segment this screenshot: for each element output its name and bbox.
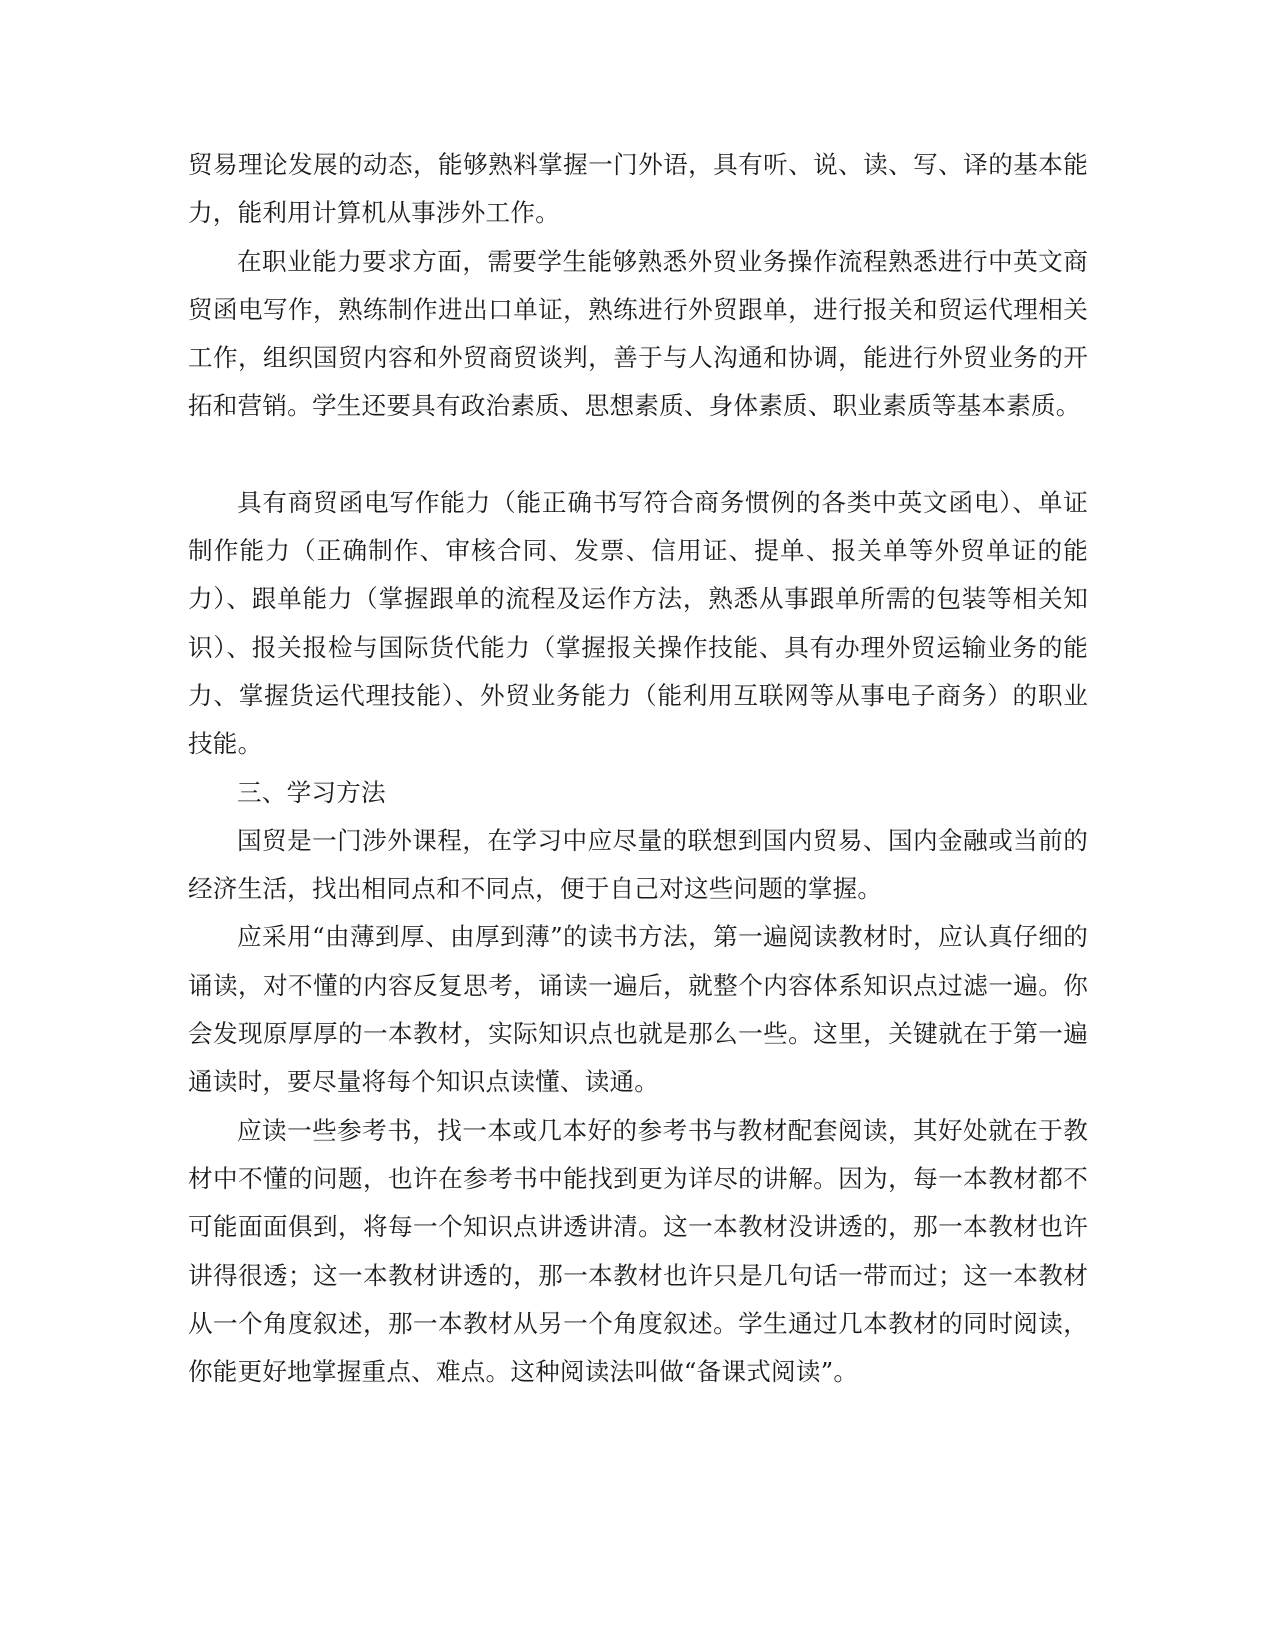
paragraph-reference-books: 应读一些参考书，找一本或几本好的参考书与教材配套阅读，其好处就在于教材中不懂的问题，也许在参考书中能找到更为详尽的讲解。因为，每一本教材都不可能面面俱到，将每一个知识点讲透讲清。这一本教材没讲透的，那一本教材也许讲得很透；这一本教材讲透的，那一本教材也许只是几句话一带而过；这一本教材从一个角度叙述，那一本教材从另一个角度叙述。学生通过几本教材的同时阅读，你能更好地掌握重点、难点。这种阅读法叫做“备课式阅读”。 — [188, 1115, 1088, 1387]
document-body — [188, 141, 1088, 1396]
paragraph-professional-skills: 具有商贸函电写作能力（能正确书写符合商务惯例的各类中英文函电）、单证制作能力（正确制作、审核合同、发票、信用证、提单、报关单等外贸单证的能力）、跟单能力（掌握跟单的流程及运作方法，熟悉从事跟单所需的包装等相关知识）、报关报检与国际货代能力（掌握报关操作技能、具有办理外贸运输业务的能力、掌握货运代理技能）、外贸业务能力（能利用互联网等从事电子商务）的职业技能。 — [188, 487, 1088, 759]
paragraph-foreign-course: 国贸是一门涉外课程，在学习中应尽量的联想到国内贸易、国内金融或当前的经济生活，找出相同点和不同点，便于自己对这些问题的掌握。 — [188, 825, 1088, 904]
paragraph-reading-method: 应采用“由薄到厚、由厚到薄”的读书方法，第一遍阅读教材时，应认真仔细的诵读，对不懂的内容反复思考，诵读一遍后，就整个内容体系知识点过滤一遍。你会发现原厚厚的一本教材，实际知识点也就是那么一些。这里，关键就在于第一遍通读时，要尽量将每个知识点读懂、读通。 — [188, 922, 1088, 1097]
paragraph-spacer — [188, 431, 1088, 479]
paragraph-career-ability: 在职业能力要求方面，需要学生能够熟悉外贸业务操作流程熟悉进行中英文商贸函电写作，熟练制作进出口单证，熟练进行外贸跟单，进行报关和贸运代理相关工作，组织国贸内容和外贸商贸谈判，善于与人沟通和协调，能进行外贸业务的开拓和营销。学生还要具有政治素质、思想素质、身体素质、职业素质等基本素质。 — [188, 246, 1088, 421]
paragraph-continuation: 贸易理论发展的动态，能够熟料掌握一门外语，具有听、说、读、写、译的基本能力，能利用计算机从事涉外工作。 — [188, 150, 1088, 228]
section-heading-study-methods: 三、学习方法 — [237, 777, 386, 807]
